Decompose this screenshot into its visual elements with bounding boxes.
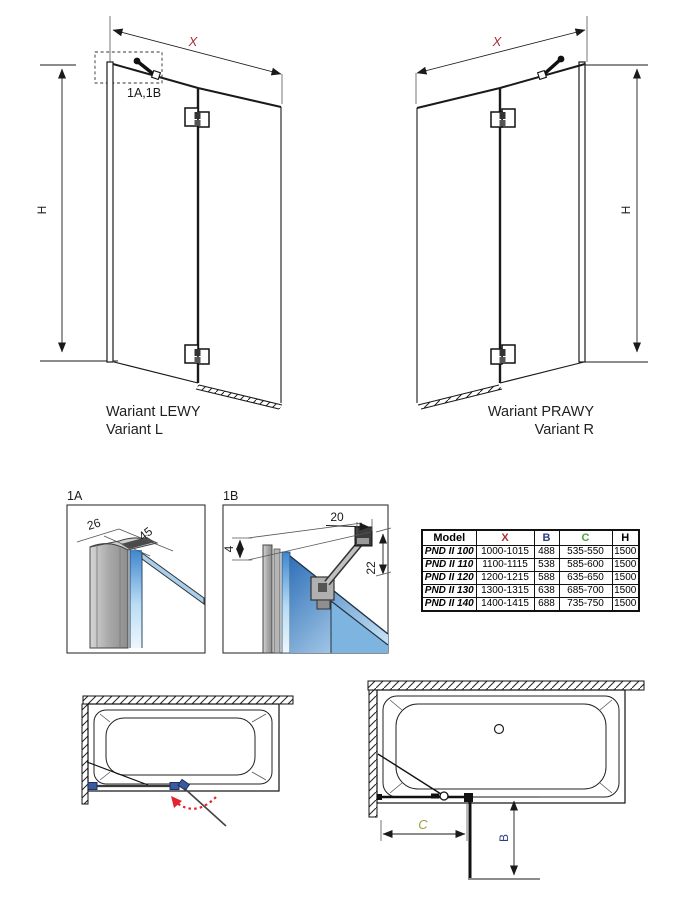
moving-panel-bottom-edge — [196, 385, 282, 409]
col-header-c: C — [559, 530, 612, 546]
hinge-pivot — [440, 792, 448, 800]
cell-c: 685-700 — [559, 585, 612, 598]
variant-right-diagram — [416, 16, 648, 438]
table-row — [422, 572, 639, 585]
moving-panel-top-edge — [417, 88, 500, 108]
bathtub-outline — [88, 704, 279, 791]
cell-b: 588 — [534, 572, 559, 585]
drain — [495, 725, 504, 734]
cell-x: 1000-1015 — [476, 546, 534, 559]
table-header-row — [422, 530, 639, 546]
cell-c: 585-600 — [559, 559, 612, 572]
cell-b: 488 — [534, 546, 559, 559]
dim-26-label: 26 — [85, 515, 103, 533]
bathtub-outline — [377, 690, 625, 803]
detail-ref-label: 1A,1B — [127, 86, 162, 100]
handle — [134, 58, 161, 80]
corner-block — [464, 793, 473, 802]
hinge-plate — [431, 794, 439, 799]
wall-bracket — [355, 527, 372, 546]
c-dimension-label: C — [418, 817, 428, 832]
wall-bracket — [377, 794, 382, 800]
fold-direction-arrow — [171, 796, 216, 809]
detail-1b — [222, 489, 391, 653]
variant-right-title: Wariant PRAWY — [487, 404, 594, 420]
cell-h: 1500 — [612, 598, 639, 612]
wall-profile-section — [263, 545, 280, 653]
col-header-h: H — [612, 530, 639, 546]
fixed-panel-bottom-edge — [500, 362, 584, 383]
cell-c: 735-750 — [559, 598, 612, 612]
wall-bracket — [88, 783, 97, 790]
cell-x: 1100-1115 — [476, 559, 534, 572]
cell-h: 1500 — [612, 572, 639, 585]
wall-hatch-left — [369, 690, 377, 817]
folded-panel-line — [184, 788, 226, 826]
hinge-clamp-top — [491, 109, 515, 127]
cell-model: PND II 130 — [422, 585, 476, 598]
cell-b: 638 — [534, 585, 559, 598]
variant-left-diagram — [35, 16, 282, 438]
moving-panel-top-edge — [198, 88, 281, 107]
handle-knob — [134, 58, 141, 65]
dim-45-label: 45 — [136, 524, 156, 544]
cell-x: 1400-1415 — [476, 598, 534, 612]
hinge-clamp-bottom — [491, 345, 515, 364]
col-header-x: X — [476, 530, 534, 546]
dim-22-label: 22 — [364, 561, 378, 575]
h-dimension-label: H — [619, 205, 633, 215]
model-dimensions-table — [421, 529, 640, 612]
cell-model: PND II 140 — [422, 598, 476, 612]
wall-profile — [579, 62, 585, 362]
table-row — [422, 559, 639, 572]
variant-left-subtitle: Variant L — [106, 422, 163, 438]
wall-profile — [107, 62, 113, 362]
cell-model: PND II 110 — [422, 559, 476, 572]
handle-knob — [558, 56, 565, 63]
fixed-panel-bottom-edge — [114, 362, 198, 383]
wall-hatch-top — [368, 681, 644, 690]
detail-1a-label: 1A — [67, 489, 83, 503]
cell-c: 635-650 — [559, 572, 612, 585]
table-row — [422, 546, 639, 559]
detail-1a — [67, 489, 205, 653]
x-dimension-label: X — [492, 34, 502, 49]
cell-x: 1200-1215 — [476, 572, 534, 585]
col-header-b: B — [534, 530, 559, 546]
cell-b: 538 — [534, 559, 559, 572]
variant-right-subtitle: Variant R — [534, 422, 594, 438]
handle — [538, 56, 565, 80]
top-view-open-diagram — [368, 681, 644, 879]
variant-left-title: Wariant LEWY — [106, 404, 201, 420]
detail-1b-label: 1B — [223, 489, 239, 503]
cell-model: PND II 120 — [422, 572, 476, 585]
cell-b: 688 — [534, 598, 559, 612]
cell-h: 1500 — [612, 585, 639, 598]
col-header-model: Model — [422, 530, 476, 546]
cell-h: 1500 — [612, 559, 639, 572]
wall-hatch-top — [83, 696, 293, 704]
table-row — [422, 585, 639, 598]
h-dimension-label: H — [35, 205, 49, 215]
table-row — [422, 598, 639, 612]
hinge-clamp-bottom — [185, 345, 209, 364]
x-dimension-label: X — [188, 34, 198, 49]
dimension-c — [381, 804, 467, 841]
b-dimension-label: B — [497, 833, 511, 843]
arrowhead — [171, 796, 182, 808]
dim-20-label: 20 — [330, 510, 344, 524]
top-view-folding-diagram — [82, 696, 293, 826]
cell-h: 1500 — [612, 546, 639, 559]
wall-hatch-left — [82, 704, 88, 804]
dim-4-label: 4 — [222, 545, 236, 553]
cell-model: PND II 100 — [422, 546, 476, 559]
hinge-clamp-top — [185, 108, 209, 127]
cell-x: 1300-1315 — [476, 585, 534, 598]
dimension-b — [468, 797, 540, 879]
spec-table — [421, 529, 640, 612]
cell-c: 535-550 — [559, 546, 612, 559]
